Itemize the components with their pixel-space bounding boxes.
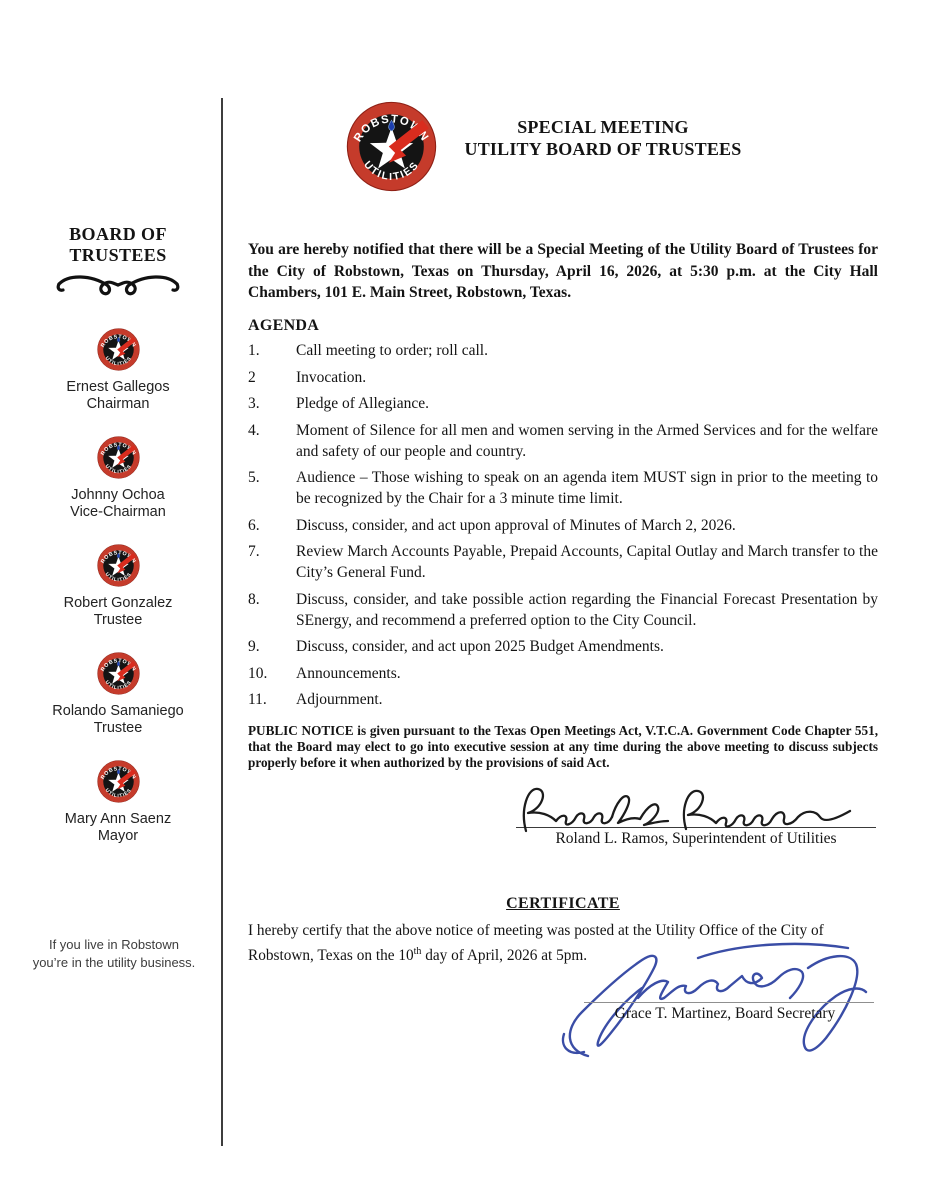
agenda-item	[248, 420, 878, 462]
agenda-item	[248, 663, 878, 684]
board-member-card	[20, 328, 216, 413]
certificate-heading: CERTIFICATE	[506, 895, 620, 912]
agenda-item	[248, 467, 878, 509]
agenda-item-text: Audience – Those wishing to speak on an agenda item MUST sign in prior to the meeting to be recognized by the Chair for a 3 minute time limit.	[296, 469, 878, 507]
agenda-item-number: 9.	[248, 638, 260, 655]
robstown-utilities-small-logo-icon	[97, 652, 140, 695]
agenda-heading: AGENDA	[248, 317, 320, 334]
member-title: Vice-Chairman	[70, 504, 166, 520]
agenda-item-number: 2	[248, 368, 256, 386]
robstown-utilities-small-logo-icon	[97, 436, 140, 479]
agenda-item	[248, 636, 878, 657]
board-of-trustees-heading	[20, 224, 216, 266]
agenda-list	[248, 340, 878, 716]
agenda-item-number: 10.	[248, 664, 268, 682]
member-title: Trustee	[93, 720, 143, 736]
tagline-line1: If you live in Robstown	[48, 937, 180, 952]
member-name: Rolando Samaniego	[52, 703, 184, 719]
document-title-line1: SPECIAL MEETING	[517, 117, 689, 137]
board-member-card	[20, 544, 216, 629]
utility-tagline	[12, 936, 216, 971]
agenda-item-text: Discuss, consider, and act upon approval of Minutes of March 2, 2026.	[296, 516, 736, 534]
agenda-item-text: Moment of Silence for all men and women serving in the Armed Services and for the welfare and safety of our people and country.	[296, 421, 878, 460]
board-member-card	[20, 760, 216, 845]
agenda-item	[248, 515, 878, 536]
meeting-notification-paragraph: You are hereby notified that there will be a Special Meeting of the Utility Board of Trustees for the City of Robstown, Texas on Thursday, April 16, 2026, at 5:30 p.m. at the City Hall Chambers, 101 E. Main Street, Robstown, Texas.	[248, 241, 878, 301]
agenda-item-text: Discuss, consider, and take possible action regarding the Financial Forecast Presentation by SEnergy, and recommend a preferred option to the City Council.	[296, 590, 878, 629]
agenda-item-text: Invocation.	[296, 368, 367, 386]
sidebar-divider-line	[221, 98, 223, 1146]
board-heading-line1: BOARD OF	[69, 224, 167, 244]
agenda-item-text: Adjournment.	[296, 691, 383, 708]
tagline-line2: you’re in the utility business.	[32, 954, 196, 970]
member-name: Mary Ann Saenz	[64, 811, 172, 827]
member-title: Trustee	[93, 612, 143, 628]
member-name: Robert Gonzalez	[63, 595, 173, 611]
public-notice-paragraph: PUBLIC NOTICE is given pursuant to the Texas Open Meetings Act, V.T.C.A. Government Code Chapter 551, that the Board may elect to go into executive session at any time during the above meeting to discuss subjects properly before it when authorized by the provisions of said Act.	[248, 723, 878, 770]
agenda-item-text: Call meeting to order; roll call.	[296, 342, 488, 359]
agenda-item-text: Pledge of Allegiance.	[296, 395, 429, 412]
document-title	[403, 116, 803, 160]
scroll-flourish-icon	[55, 270, 181, 302]
robstown-utilities-small-logo-icon	[97, 328, 140, 371]
superintendent-signature-name: Roland L. Ramos, Superintendent of Utilities	[555, 830, 837, 847]
robstown-utilities-small-logo-icon	[97, 544, 140, 587]
member-title: Mayor	[97, 828, 139, 844]
agenda-item	[248, 589, 878, 631]
member-name: Johnny Ochoa	[71, 487, 165, 503]
secretary-signature-name: Grace T. Martinez, Board Secretary	[614, 1005, 836, 1022]
agenda-item-number: 4.	[248, 421, 260, 439]
certificate-text-pre: I hereby certify that the above notice of meeting was posted at the Utility Office of the City of Robstown, Texas on the 10	[248, 922, 824, 965]
member-name: Ernest Gallegos	[66, 379, 170, 395]
agenda-item	[248, 367, 878, 388]
agenda-item-number: 5.	[248, 469, 260, 486]
board-heading-line2: TRUSTEES	[69, 245, 167, 265]
agenda-item-text: Discuss, consider, and act upon 2025 Budget Amendments.	[296, 638, 664, 655]
agenda-item	[248, 689, 878, 710]
agenda-item	[248, 393, 878, 414]
superintendent-signature-block	[516, 780, 876, 828]
agenda-item-number: 11.	[248, 691, 267, 708]
secretary-signature-line	[584, 1002, 874, 1003]
agenda-item-text: Review March Accounts Payable, Prepaid Accounts, Capital Outlay and March transfer to the City’s General Fund.	[296, 543, 878, 581]
agenda-item-number: 3.	[248, 395, 260, 412]
robstown-utilities-small-logo-icon	[97, 760, 140, 803]
board-member-card	[20, 652, 216, 737]
agenda-item-number: 7.	[248, 543, 260, 560]
agenda-item	[248, 541, 878, 583]
board-member-card	[20, 436, 216, 521]
agenda-item-number: 1.	[248, 342, 260, 359]
agenda-item-number: 8.	[248, 590, 260, 608]
agenda-item-number: 6.	[248, 516, 260, 534]
document-title-line2: UTILITY BOARD OF TRUSTEES	[464, 139, 742, 159]
certificate-ordinal-suffix: th	[413, 946, 422, 957]
certificate-text-post: day of April, 2026 at 5pm.	[421, 947, 588, 965]
agenda-item	[248, 340, 878, 361]
member-title: Chairman	[86, 396, 150, 412]
agenda-item-text: Announcements.	[296, 664, 401, 682]
